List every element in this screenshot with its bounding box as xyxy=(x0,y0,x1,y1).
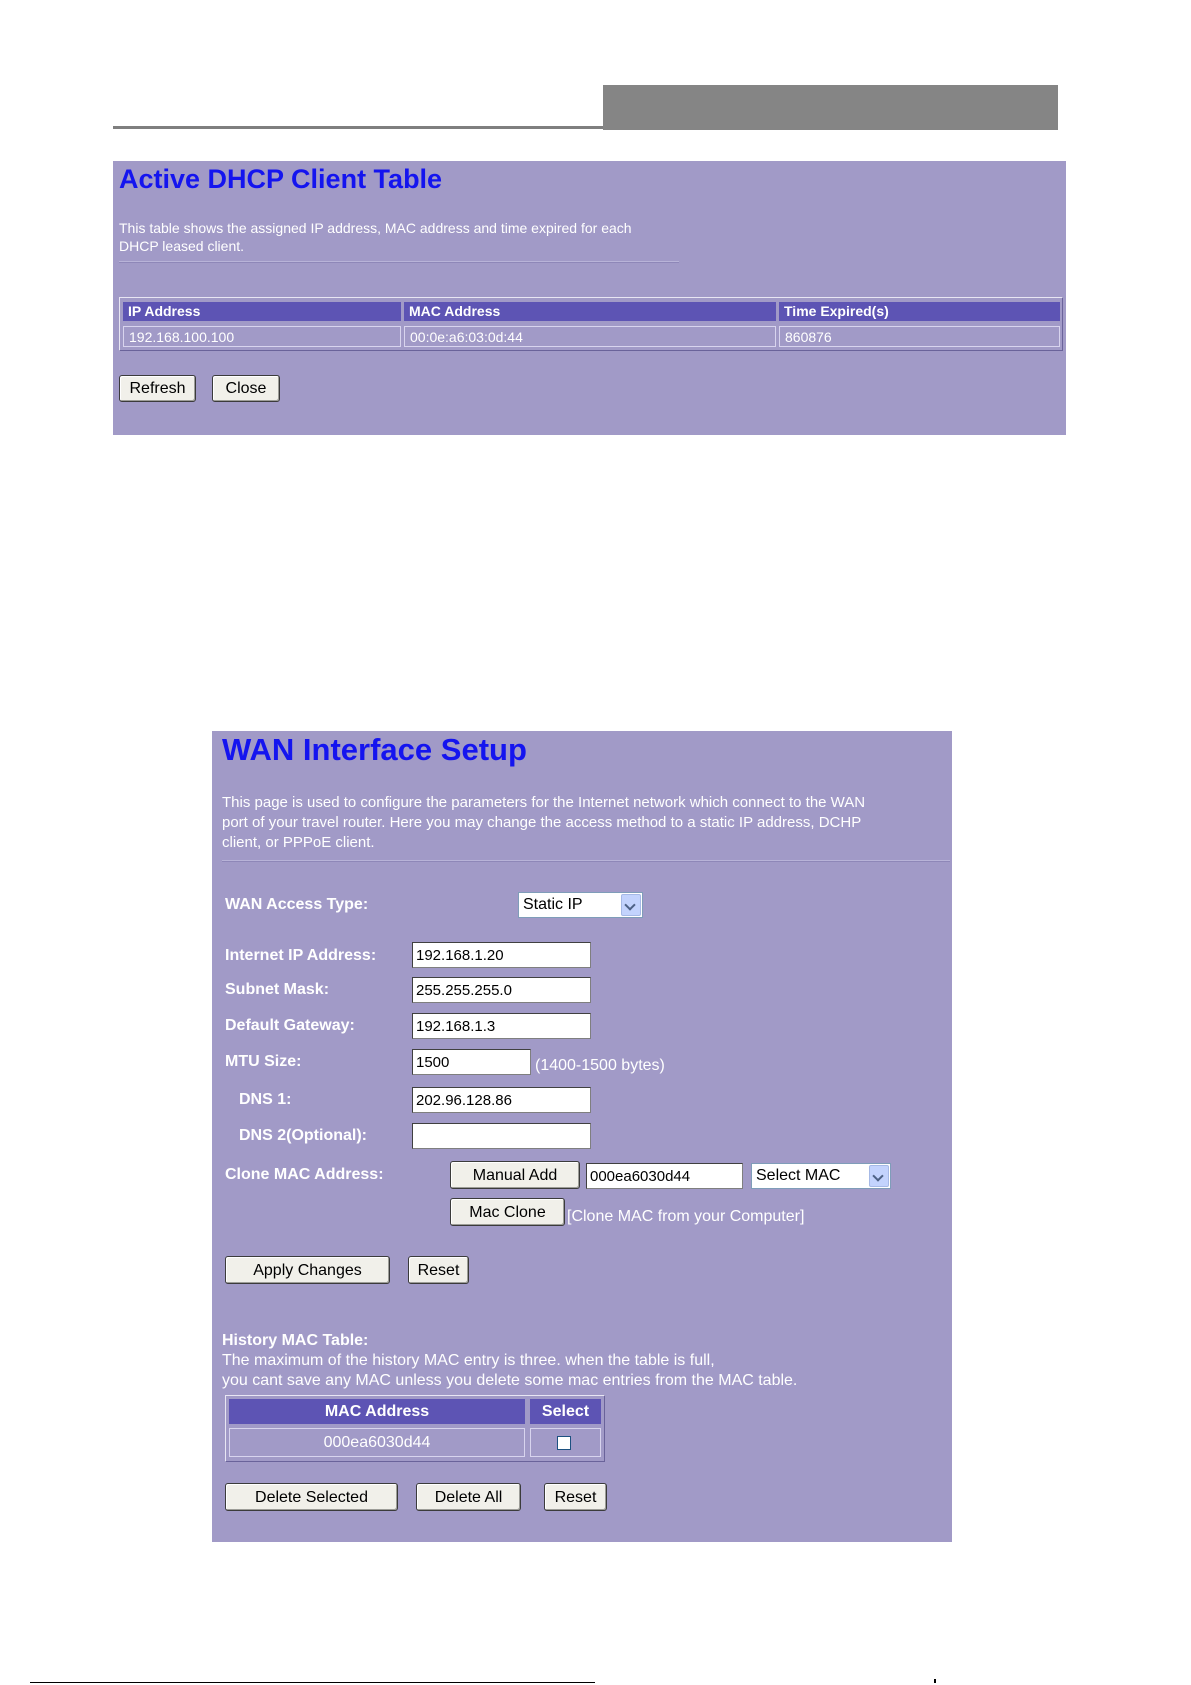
delete-selected-button[interactable]: Delete Selected xyxy=(225,1483,398,1511)
chevron-down-icon[interactable] xyxy=(869,1165,889,1187)
footer-mark xyxy=(934,1679,936,1683)
subnet-mask-label: Subnet Mask: xyxy=(225,981,330,998)
reset-button[interactable]: Reset xyxy=(408,1256,469,1284)
chevron-down-icon[interactable] xyxy=(621,894,641,916)
wan-divider xyxy=(222,860,950,862)
column-header-time-expired: Time Expired(s) xyxy=(779,302,1060,321)
dns2-input[interactable] xyxy=(412,1123,591,1149)
column-header-history-mac-address: MAC Address xyxy=(229,1399,525,1424)
wan-description-line-3: client, or PPPoE client. xyxy=(222,834,375,851)
dns1-label: DNS 1: xyxy=(239,1091,292,1108)
history-description-line-2: you cant save any MAC unless you delete some mac entries from the MAC table. xyxy=(222,1372,798,1389)
wan-access-type-value: Static IP xyxy=(523,896,583,913)
dhcp-divider xyxy=(119,261,679,263)
delete-all-button[interactable]: Delete All xyxy=(416,1483,521,1511)
manual-add-button[interactable]: Manual Add xyxy=(450,1161,580,1189)
dns2-label: DNS 2(Optional): xyxy=(239,1127,367,1144)
mac-clone-button[interactable]: Mac Clone xyxy=(450,1198,565,1226)
clone-mac-label: Clone MAC Address: xyxy=(225,1166,384,1183)
table-cell-time-expired: 860876 xyxy=(779,326,1060,347)
wan-description-line-1: This page is used to configure the parameters for the Internet network which connect to the WAN xyxy=(222,794,866,811)
history-description-line-1: The maximum of the history MAC entry is three. when the table is full, xyxy=(222,1352,715,1369)
internet-ip-input[interactable] xyxy=(412,942,591,968)
clone-mac-input[interactable] xyxy=(586,1163,743,1189)
apply-changes-button[interactable]: Apply Changes xyxy=(225,1256,390,1284)
history-row-mac: 000ea6030d44 xyxy=(229,1428,525,1457)
internet-ip-label: Internet IP Address: xyxy=(225,947,377,964)
subnet-mask-input[interactable] xyxy=(412,977,591,1003)
select-mac-value: Select MAC xyxy=(756,1167,841,1184)
refresh-button[interactable]: Refresh xyxy=(119,375,196,402)
wan-access-type-label: WAN Access Type: xyxy=(225,896,369,913)
table-cell-ip: 192.168.100.100 xyxy=(123,326,401,347)
header-bar xyxy=(603,85,1058,130)
dhcp-description-line-1: This table shows the assigned IP address, MAC address and time expired for each xyxy=(119,220,632,236)
dns1-input[interactable] xyxy=(412,1087,591,1113)
history-row-select-checkbox[interactable] xyxy=(557,1436,571,1450)
column-header-mac-address: MAC Address xyxy=(404,302,776,321)
footer-rule xyxy=(30,1682,595,1683)
close-button[interactable]: Close xyxy=(212,375,280,402)
column-header-select: Select xyxy=(530,1399,601,1424)
mtu-size-input[interactable] xyxy=(412,1049,531,1075)
mtu-size-label: MTU Size: xyxy=(225,1053,302,1070)
mtu-size-range-note: (1400-1500 bytes) xyxy=(535,1057,665,1074)
dhcp-page-title: Active DHCP Client Table xyxy=(119,164,443,194)
history-mac-table-title: History MAC Table: xyxy=(222,1332,369,1349)
default-gateway-label: Default Gateway: xyxy=(225,1017,355,1034)
wan-description-line-2: port of your travel router. Here you may change the access method to a static IP address, DCHP xyxy=(222,814,862,831)
column-header-ip-address: IP Address xyxy=(123,302,401,321)
history-reset-button[interactable]: Reset xyxy=(544,1483,607,1511)
table-cell-mac: 00:0e:a6:03:0d:44 xyxy=(404,326,776,347)
default-gateway-input[interactable] xyxy=(412,1013,591,1039)
dhcp-description-line-2: DHCP leased client. xyxy=(119,238,245,254)
mac-clone-note: [Clone MAC from your Computer] xyxy=(567,1208,805,1225)
header-rule xyxy=(113,126,605,129)
select-mac-dropdown[interactable] xyxy=(751,1163,891,1189)
wan-access-type-select[interactable] xyxy=(518,892,643,918)
wan-page-title: WAN Interface Setup xyxy=(222,732,527,767)
